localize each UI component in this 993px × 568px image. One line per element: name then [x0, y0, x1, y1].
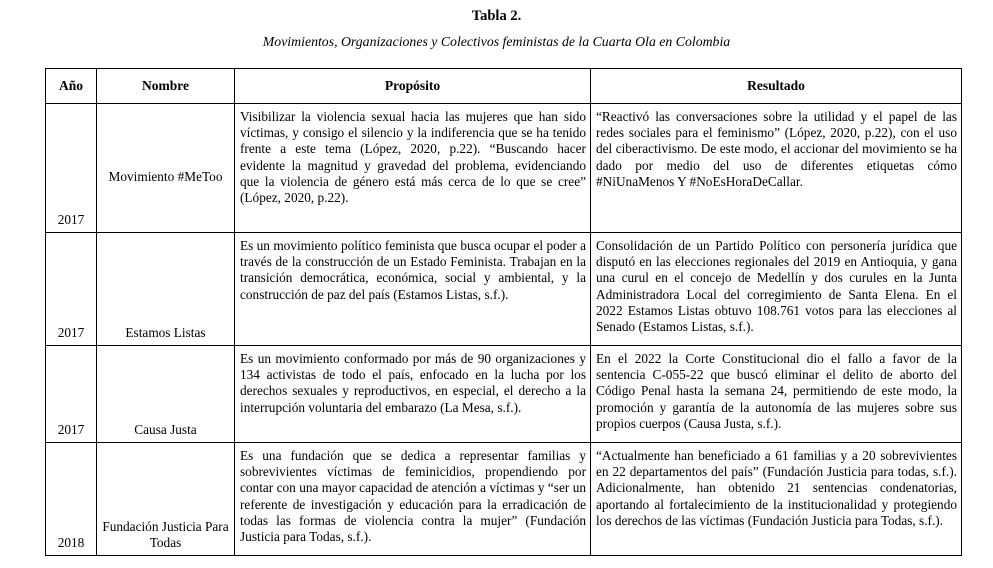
purpose-cell: Es una fundación que se dedica a representar familias y sobrevivientes víctimas de feminicidios, propendiendo por contar con una mayor capacidad de atención a víctimas y “ser un referente de investigación y educación para la erradicación de todas las formas de violencia contra la mujer” (Fundación Justicia para Todas, s.f.).: [235, 443, 591, 556]
feminist-movements-table: [45, 68, 962, 556]
result-cell: Consolidación de un Partido Político con personería jurídica que disputó en las elecciones regionales del 2019 en Antioquia, y gana una curul en el concejo de Medellín y dos curules en la Junta Administradora Local del corregimiento de Santa Elena. En el 2022 Estamos Listas obtuvo 108.761 votos para las elecciones al Senado (Estamos Listas, s.f.).: [591, 233, 962, 346]
name-cell: Fundación Justicia Para Todas: [97, 443, 235, 556]
year-cell: 2017: [46, 346, 97, 443]
header-year: Año: [46, 69, 97, 104]
table-row: [46, 104, 962, 233]
table-row: [46, 443, 962, 556]
header-purpose: Propósito: [235, 69, 591, 104]
year-cell: 2018: [46, 443, 97, 556]
header-name: Nombre: [97, 69, 235, 104]
purpose-cell: Es un movimiento conformado por más de 90 organizaciones y 134 activistas de todo el país, enfocado en la lucha por los derechos sexuales y reproductivos, en especial, el derecho a la interrupción voluntaria del embarazo (La Mesa, s.f.).: [235, 346, 591, 443]
result-cell: “Actualmente han beneficiado a 61 familias y a 20 sobrevivientes en 22 departamentos del país” (Fundación Justicia para todas, s.f.). Adicionalmente, han obtenido 21 sentencias condenatorias, aportando al fortalecimiento de la institucionalidad y protegiendo los derechos de las víctimas (Fundación Justicia para Todas, s.f.).: [591, 443, 962, 556]
name-cell: Causa Justa: [97, 346, 235, 443]
table-row: [46, 346, 962, 443]
table-subtitle: Movimientos, Organizaciones y Colectivos feministas de la Cuarta Ola en Colombia: [262, 34, 731, 49]
purpose-cell: Es un movimiento político feminista que busca ocupar el poder a través de la construcción de un Estado Feminista. Trabajan en la transición democrática, económica, social y ambiental, y la construcción de paz del país (Estamos Listas, s.f.).: [235, 233, 591, 346]
year-cell: 2017: [46, 233, 97, 346]
purpose-cell: Visibilizar la violencia sexual hacia las mujeres que han sido víctimas, y consigo el silencio y la indiferencia que se ha tenido frente a este tema (López, 2020, p.22). “Buscando hacer evidente la magnitud y gravedad del problema, evidenciando que la violencia de género está más cerca de lo que se cree” (López, 2020, p.22).: [235, 104, 591, 233]
header-result: Resultado: [591, 69, 962, 104]
table-row: [46, 233, 962, 346]
table-title: Tabla 2.: [471, 8, 522, 24]
result-cell: En el 2022 la Corte Constitucional dio el fallo a favor de la sentencia C-055-22 que buscó eliminar el delito de aborto del Código Penal hasta la semana 24, permitiendo de este modo, la promoción y garantía de la autonomía de las mujeres sobre sus propios cuerpos (Causa Justa, s.f.).: [591, 346, 962, 443]
name-cell: Movimiento #MeToo: [97, 104, 235, 233]
year-cell: 2017: [46, 104, 97, 233]
header-row: [46, 69, 962, 104]
name-cell: Estamos Listas: [97, 233, 235, 346]
result-cell: “Reactivó las conversaciones sobre la utilidad y el papel de las redes sociales para el feminismo” (López, 2020, p.22), con el uso del ciberactivismo. De este modo, el accionar del movimiento se ha dado por medio del uso de diferentes etiquetas cómo #NiUnaMenos Y #NoEsHoraDeCallar.: [591, 104, 962, 233]
